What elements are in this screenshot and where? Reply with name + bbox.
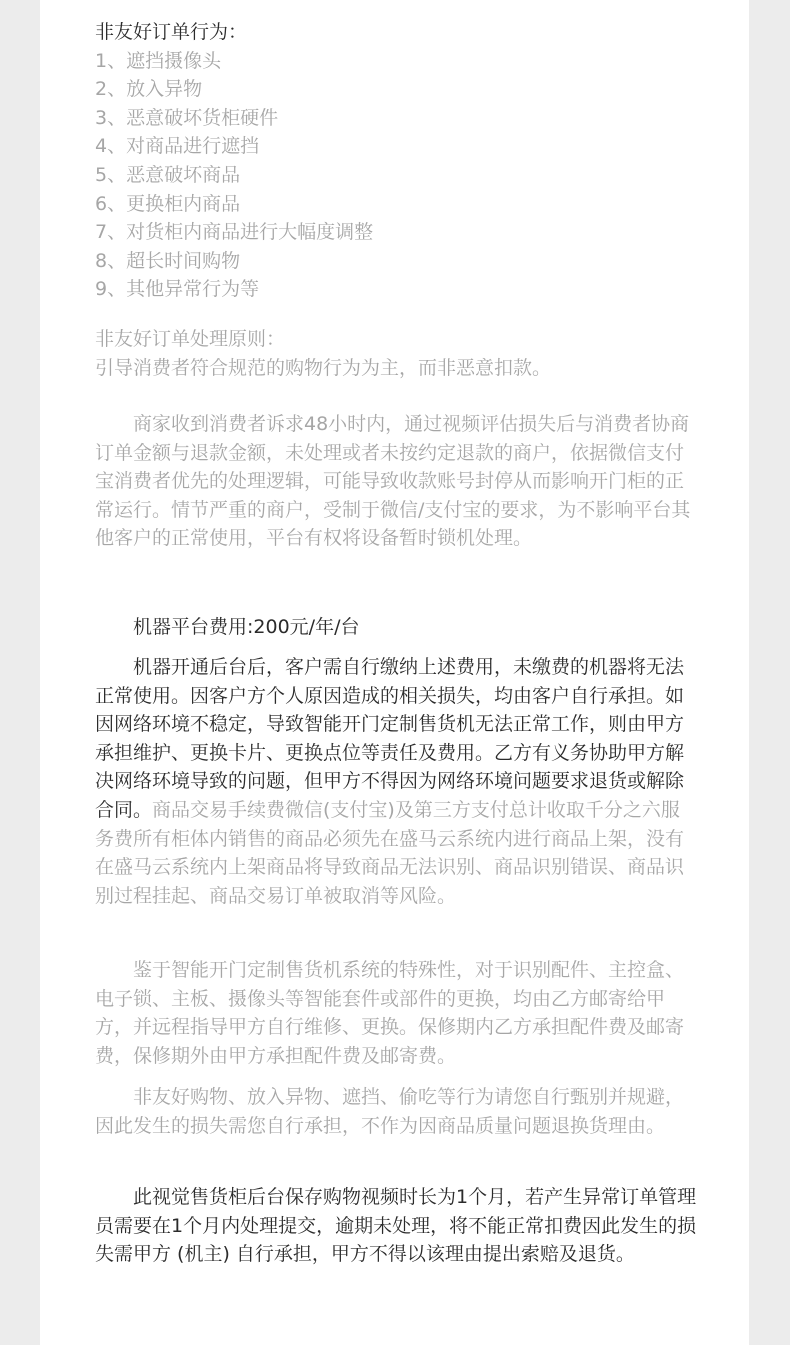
- behavior-paragraph: 非友好购物、放入异物、遮挡、偷吃等行为请您自行甄别并规避，因此发生的损失需您自行承担，不作为因商品质量问题退换货理由。: [95, 1086, 685, 1137]
- fee-detail-section: [95, 653, 697, 910]
- list-item: 5、恶意破坏商品: [95, 163, 241, 186]
- list-item: 4、对商品进行遮挡: [95, 135, 260, 158]
- fee-paragraph-dark: 机器开通后台后，客户需自行缴纳上述费用，未缴费的机器将无法正常使用。因客户方个人原因造成的相关损失，均由客户自行承担。如因网络环境不稳定，导致智能开门定制售货机无法正常工作，则由甲方承担维护、更换卡片、更换点位等责任及费用。乙方有义务协助甲方解决网络环境导致的问题，但甲方不得因为网络环境问题要求退货或解除合同。: [95, 656, 685, 821]
- video-section: [95, 1183, 697, 1269]
- list-item: 2、放入异物: [95, 78, 203, 101]
- unfriendly-list: [95, 47, 697, 304]
- list-item: 9、其他异常行为等: [95, 278, 260, 301]
- merchant-paragraph: 商家收到消费者诉求48小时内，通过视频评估损失后与消费者协商订单金额与退款金额，未处理或者未按约定退款的商户，依据微信支付宝消费者优先的处理逻辑，可能导致收款账号封停从而影响开门柜的正常运行。情节严重的商户，受制于微信/支付宝的要求，为不影响平台其他客户的正常使用，平台有权将设备暂时锁机处理。: [95, 413, 691, 550]
- principle-text: 引导消费者符合规范的购物行为为主，而非恶意扣款。: [95, 356, 552, 379]
- unfriendly-section: [95, 18, 697, 304]
- repair-paragraph: 鉴于智能开门定制售货机系统的特殊性，对于识别配件、主控盒、电子锁、主板、摄像头等智能套件或部件的更换，均由乙方邮寄给甲方，并远程指导甲方自行维修、更换。保修期内乙方承担配件费及邮寄费，保修期外由甲方承担配件费及邮寄费。: [95, 959, 685, 1067]
- fee-paragraph-gray: 商品交易手续费微信(支付宝)及第三方支付总计收取千分之六服务费所有柜体内销售的商品必须先在盛马云系统内进行商品上架，没有在盛马云系统内上架商品将导致商品无法识别、商品识别错误、商品识别过程挂起、商品交易订单被取消等风险。: [95, 798, 685, 907]
- principle-section: [95, 325, 697, 382]
- principle-title: 非友好订单处理原则：: [95, 328, 286, 350]
- unfriendly-title: 非友好订单行为：: [95, 21, 248, 43]
- list-item: 7、对货柜内商品进行大幅度调整: [95, 221, 374, 244]
- document-panel: [40, 0, 749, 1345]
- repair-section: [95, 956, 697, 1070]
- list-item: 3、恶意破坏货柜硬件: [95, 106, 279, 129]
- fee-line: 机器平台费用:200元/年/台: [133, 616, 360, 638]
- video-paragraph: 此视觉售货柜后台保存购物视频时长为1个月，若产生异常订单管理员需要在1个月内处理提交，逾期未处理，将不能正常扣费因此发生的损失需甲方 (机主) 自行承担，甲方不得以该理由提出索赔及退货。: [95, 1186, 697, 1266]
- merchant-section: [95, 410, 697, 553]
- behavior-section: [95, 1083, 697, 1140]
- list-item: 1、遮挡摄像头: [95, 49, 222, 72]
- fee-section: [95, 613, 697, 642]
- fee-paragraph: [95, 653, 697, 910]
- list-item: 6、更换柜内商品: [95, 192, 241, 215]
- list-item: 8、超长时间购物: [95, 249, 241, 272]
